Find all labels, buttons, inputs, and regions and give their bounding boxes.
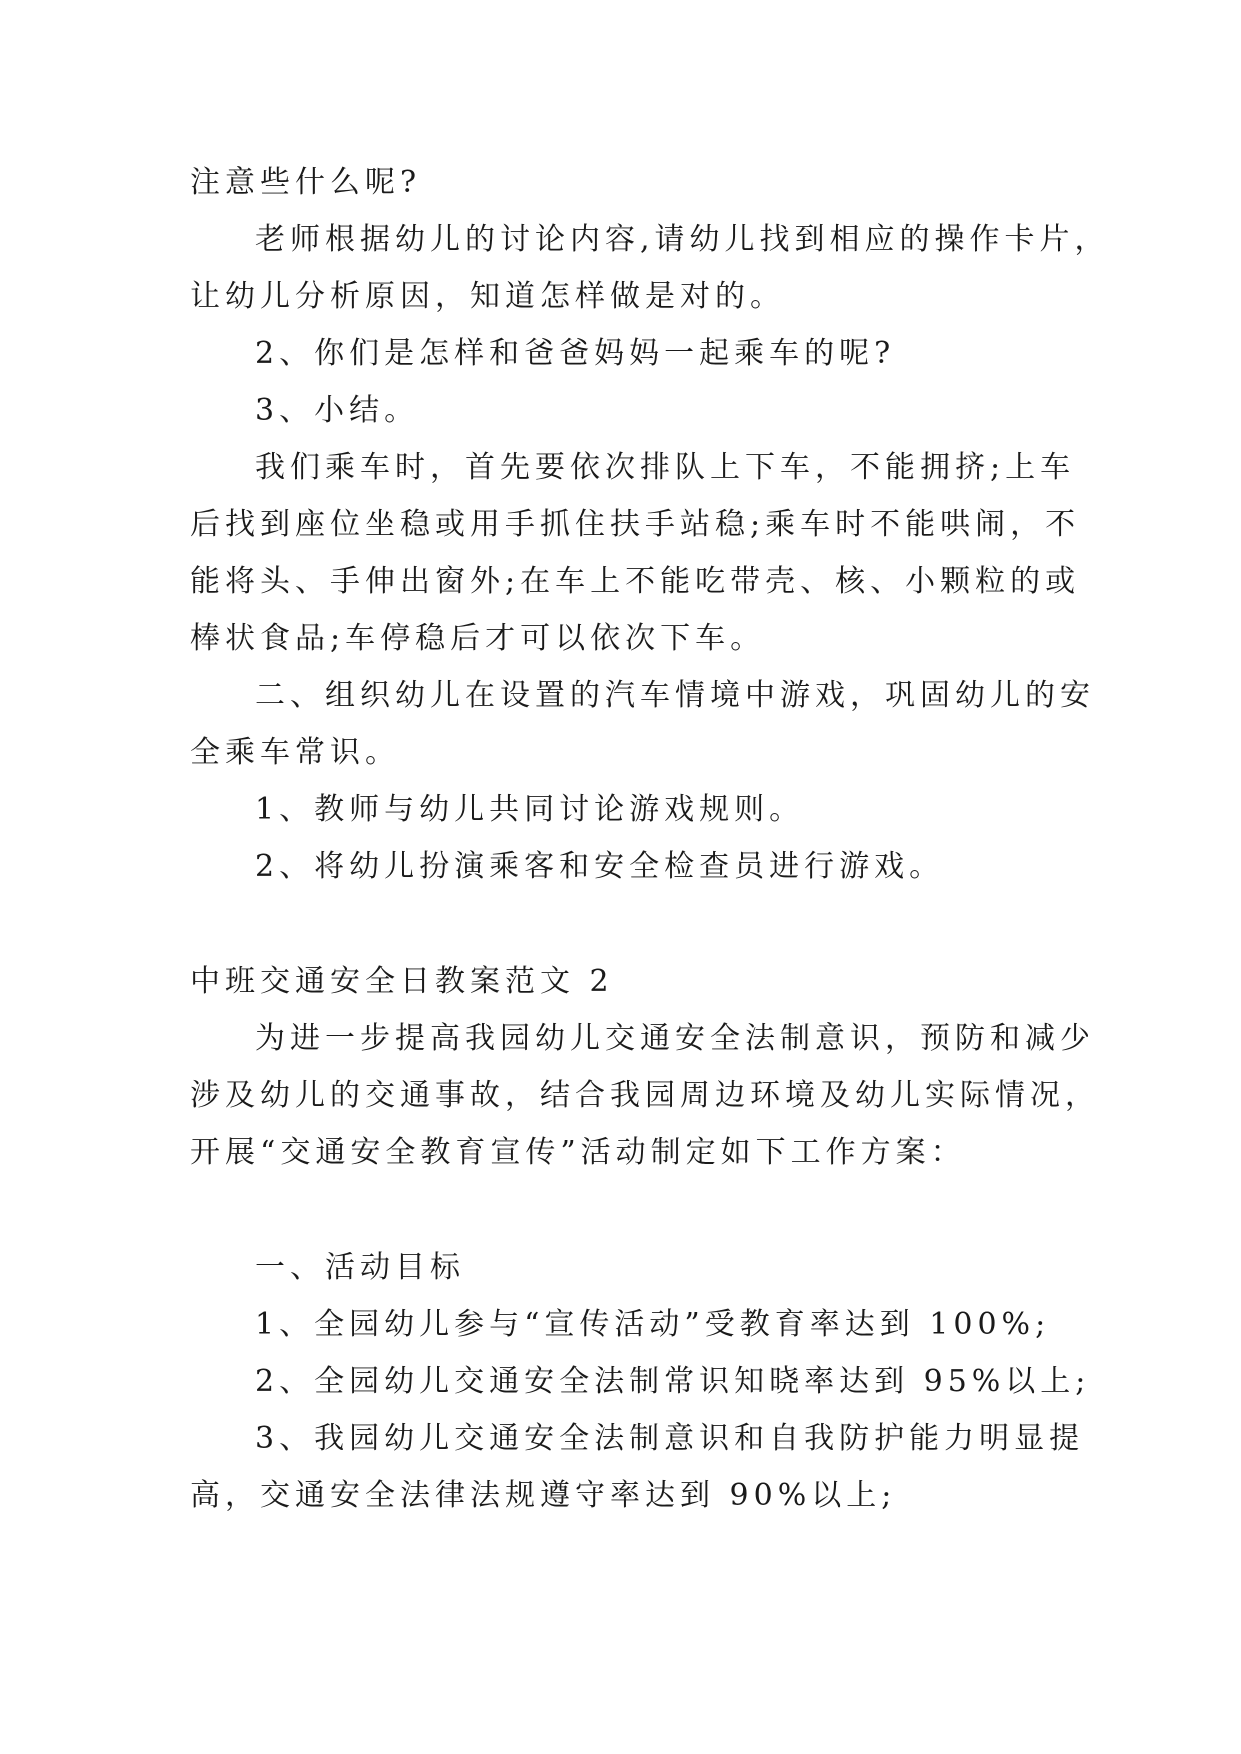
text-line: 2、将幼儿扮演乘客和安全检查员进行游戏。 [255,849,945,884]
text-line: 二、组织幼儿在设置的汽车情境中游戏，巩固幼儿的安 [255,678,1095,713]
text-line: 2、你们是怎样和爸爸妈妈一起乘车的呢? [255,336,896,371]
text-line: 后找到座位坐稳或用手抓住扶手站稳;乘车时不能哄闹，不 [190,507,1081,542]
text-line: 1、教师与幼儿共同讨论游戏规则。 [255,792,805,827]
text-line: 涉及幼儿的交通事故，结合我园周边环境及幼儿实际情况， [190,1078,1100,1113]
text-line: 3、我园幼儿交通安全法制意识和自我防护能力明显提 [255,1421,1085,1456]
text-line: 2、全园幼儿交通安全法制常识知晓率达到 95%以上; [255,1364,1091,1399]
text-line: 一、活动目标 [255,1250,465,1285]
text-line: 能将头、手伸出窗外;在车上不能吃带壳、核、小颗粒的或 [190,564,1081,599]
text-line: 注意些什么呢? [190,165,422,200]
text-line: 棒状食品;车停稳后才可以依次下车。 [190,621,766,656]
text-line: 开展“交通安全教育宣传”活动制定如下工作方案： [190,1135,966,1170]
text-line: 3、小结。 [255,393,420,428]
text-line: 1、全园幼儿参与“宣传活动”受教育率达到 100%; [255,1307,1051,1342]
text-line: 老师根据幼儿的讨论内容,请幼儿找到相应的操作卡片， [255,222,1110,257]
text-line: 高，交通安全法律法规遵守率达到 90%以上; [190,1478,897,1513]
text-line: 全乘车常识。 [190,735,400,770]
section-heading: 中班交通安全日教案范文 2 [190,964,614,999]
text-line: 我们乘车时，首先要依次排队上下车，不能拥挤;上车 [255,450,1076,485]
text-line: 为进一步提高我园幼儿交通安全法制意识，预防和减少 [255,1021,1095,1056]
text-line: 让幼儿分析原因，知道怎样做是对的。 [190,279,785,314]
